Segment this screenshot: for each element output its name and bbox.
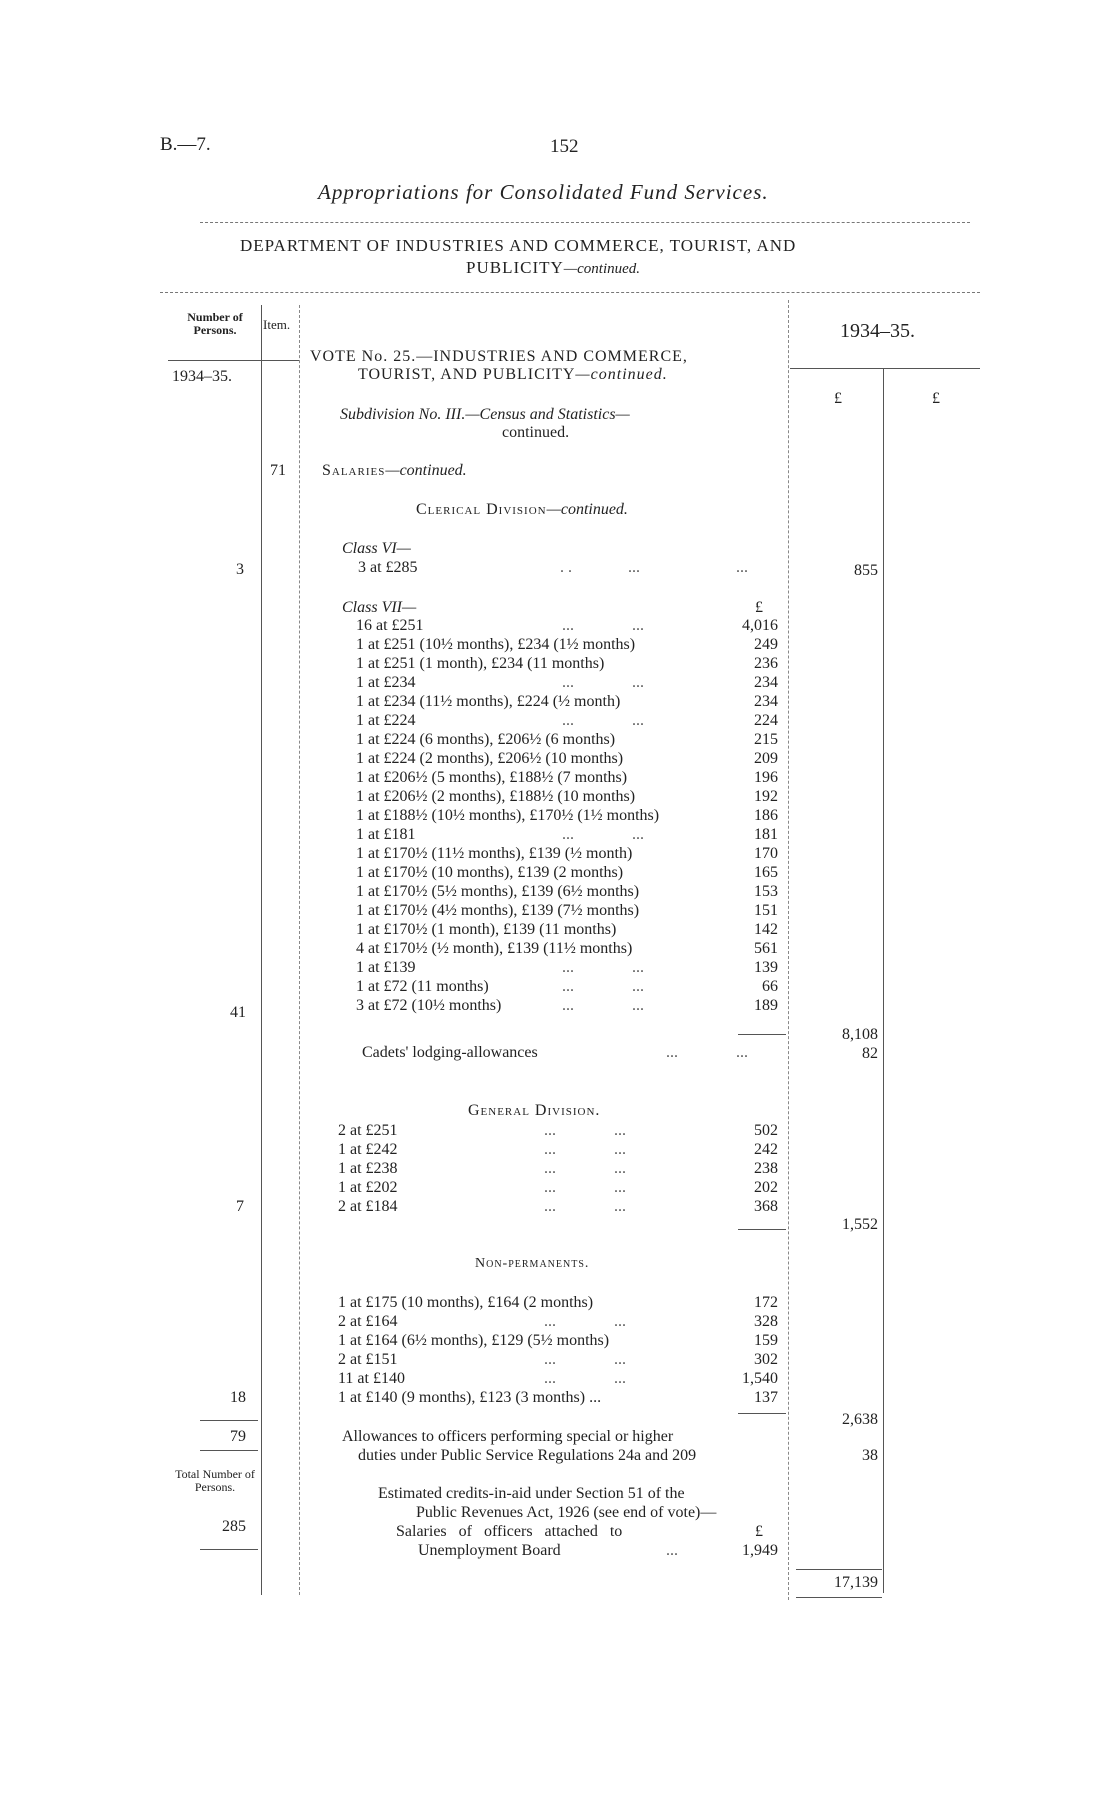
table-row <box>338 1141 778 1160</box>
amount-year-header: 1934–35. <box>840 320 915 342</box>
table-row <box>356 636 778 655</box>
row-label: 1 at £238 <box>338 1160 398 1177</box>
item-column-right-rule <box>299 305 300 1595</box>
table-row <box>356 655 778 674</box>
item-header-rule <box>261 360 299 361</box>
row-amount: 242 <box>754 1141 778 1158</box>
row-amount: 215 <box>754 731 778 748</box>
allowances-amount: 38 <box>862 1447 878 1464</box>
credits-pound-sign: £ <box>755 1523 763 1540</box>
row-leader: ... <box>614 1198 626 1215</box>
row-leader: ... <box>614 1351 626 1368</box>
row-label: 1 at £175 (10 months), £164 (2 months) <box>338 1294 594 1311</box>
item-number: 71 <box>270 462 286 479</box>
row-leader: ... <box>544 1313 556 1330</box>
cadets-leader: ... <box>736 1044 748 1061</box>
class-vii-total: 8,108 <box>842 1026 878 1043</box>
general-division-total: 1,552 <box>842 1216 878 1233</box>
row-leader: ... <box>632 674 644 691</box>
table-row <box>356 826 778 845</box>
row-label: 1 at £206½ (2 months), £188½ (10 months) <box>356 788 636 805</box>
table-row <box>356 693 778 712</box>
row-label: 1 at £140 (9 months), £123 (3 months) ... <box>338 1389 602 1406</box>
row-label: 1 at £170½ (10 months), £139 (2 months) <box>356 864 624 881</box>
class-vii-persons: 41 <box>230 1004 246 1021</box>
table-row <box>338 1160 778 1179</box>
class-vi-leader: ... <box>736 559 748 576</box>
class-vii-label: Class VII— <box>342 599 417 616</box>
subdivision-continued: continued. <box>502 424 570 441</box>
row-amount: 4,016 <box>742 617 778 634</box>
table-row <box>356 959 778 978</box>
row-amount: 249 <box>754 636 778 653</box>
row-leader: ... <box>562 959 574 976</box>
table-row <box>356 712 778 731</box>
department-heading-line1: DEPARTMENT OF INDUSTRIES AND COMMERCE, TOURIST, AND <box>240 236 797 255</box>
table-row <box>356 674 778 693</box>
document-ref: B.—7. <box>160 134 211 155</box>
class-vi-leader: . . <box>560 559 572 576</box>
persons-subtotal-rule <box>200 1420 258 1421</box>
allowances-line2: duties under Public Service Regulations 24a and 209 <box>358 1447 697 1464</box>
table-row <box>356 997 778 1016</box>
title-rule <box>200 222 970 223</box>
row-amount: 165 <box>754 864 778 881</box>
persons-end-rule <box>200 1549 258 1550</box>
item-header: Item. <box>263 317 291 332</box>
cadets-leader: ... <box>666 1044 678 1061</box>
table-row <box>338 1351 778 1370</box>
row-leader: ... <box>544 1179 556 1196</box>
row-amount: 159 <box>754 1332 778 1349</box>
allowances-line1: Allowances to officers performing special or higher <box>342 1428 674 1445</box>
row-leader: ... <box>632 997 644 1014</box>
table-row <box>356 940 778 959</box>
row-leader: ... <box>544 1370 556 1387</box>
row-amount: 224 <box>754 712 778 729</box>
total-number-of-persons: 285 <box>222 1518 246 1535</box>
department-heading-line2: PUBLICITY—continued. <box>466 258 641 277</box>
table-row <box>356 845 778 864</box>
cadets-allowance-amount: 82 <box>862 1045 878 1062</box>
row-label: 2 at £184 <box>338 1198 398 1215</box>
row-amount: 502 <box>754 1122 778 1139</box>
row-amount: 302 <box>754 1351 778 1368</box>
grand-total-bottom-rule <box>796 1597 882 1598</box>
row-leader: ... <box>632 712 644 729</box>
clerical-division-heading: Clerical Division—continued. <box>416 501 628 518</box>
table-row <box>338 1389 778 1408</box>
credits-line2: Public Revenues Act, 1926 (see end of vote)— <box>416 1504 717 1521</box>
row-leader: ... <box>562 712 574 729</box>
row-amount: 202 <box>754 1179 778 1196</box>
non-permanents-subtotal-rule <box>738 1413 786 1414</box>
table-row <box>356 617 778 636</box>
page-title: Appropriations for Consolidated Fund Services. <box>318 180 769 204</box>
row-amount: 153 <box>754 883 778 900</box>
table-row <box>356 883 778 902</box>
row-leader: ... <box>562 674 574 691</box>
row-amount: 142 <box>754 921 778 938</box>
grand-total-top-rule <box>796 1569 882 1570</box>
row-leader: ... <box>614 1160 626 1177</box>
row-leader: ... <box>632 978 644 995</box>
row-label: 11 at £140 <box>338 1370 405 1387</box>
grand-total: 17,139 <box>834 1574 878 1591</box>
row-leader: ... <box>614 1122 626 1139</box>
row-leader: ... <box>562 617 574 634</box>
row-label: 1 at £251 (10½ months), £234 (1½ months) <box>356 636 636 653</box>
row-leader: ... <box>562 978 574 995</box>
class-vii-pound-sign: £ <box>755 599 763 616</box>
row-leader: ... <box>614 1141 626 1158</box>
row-leader: ... <box>544 1198 556 1215</box>
table-row <box>356 864 778 883</box>
row-amount: 170 <box>754 845 778 862</box>
allowances-persons: 79 <box>230 1428 246 1445</box>
row-label: 1 at £170½ (5½ months), £139 (6½ months) <box>356 883 640 900</box>
number-of-persons-header: Number of Persons. <box>187 310 243 337</box>
table-row <box>356 788 778 807</box>
row-amount: 139 <box>754 959 778 976</box>
row-amount: 561 <box>754 940 778 957</box>
row-label: 1 at £242 <box>338 1141 398 1158</box>
table-row <box>338 1122 778 1141</box>
class-vi-label: Class VI— <box>342 540 411 557</box>
row-amount: 1,540 <box>742 1370 778 1387</box>
general-division-heading: General Division. <box>468 1102 601 1119</box>
general-division-persons: 7 <box>236 1198 244 1215</box>
row-amount: 234 <box>754 674 778 691</box>
table-row <box>338 1313 778 1332</box>
row-leader: ... <box>544 1351 556 1368</box>
non-permanents-persons: 18 <box>230 1389 246 1406</box>
row-label: 1 at £188½ (10½ months), £170½ (1½ months) <box>356 807 660 824</box>
class-vi-amount: 855 <box>854 562 878 579</box>
row-label: 1 at £170½ (11½ months), £139 (½ month) <box>356 845 633 862</box>
row-amount: 181 <box>754 826 778 843</box>
general-subtotal-rule <box>738 1229 786 1230</box>
item-column-left-rule <box>261 305 262 1595</box>
vote-heading-line1: VOTE No. 25.—INDUSTRIES AND COMMERCE, <box>310 348 688 365</box>
row-leader: ... <box>544 1122 556 1139</box>
row-label: 1 at £170½ (4½ months), £139 (7½ months) <box>356 902 640 919</box>
table-row <box>338 1370 778 1389</box>
row-amount: 189 <box>754 997 778 1014</box>
row-amount: 368 <box>754 1198 778 1215</box>
row-leader: ... <box>614 1179 626 1196</box>
row-label: 1 at £224 (2 months), £206½ (10 months) <box>356 750 624 767</box>
table-row <box>338 1332 778 1351</box>
credits-line3: Salaries of officers attached to <box>396 1523 623 1540</box>
row-label: 1 at £181 <box>356 826 416 843</box>
row-amount: 328 <box>754 1313 778 1330</box>
row-label: 1 at £251 (1 month), £234 (11 months) <box>356 655 605 672</box>
cadets-allowance-label: Cadets' lodging-allowances <box>362 1044 538 1061</box>
row-amount: 236 <box>754 655 778 672</box>
row-label: 1 at £224 (6 months), £206½ (6 months) <box>356 731 616 748</box>
subdivision-heading: Subdivision No. III.—Census and Statistics— <box>340 406 630 423</box>
row-leader: ... <box>614 1370 626 1387</box>
row-leader: ... <box>632 617 644 634</box>
amount-column-divider <box>883 368 884 1593</box>
class-vi-leader: ... <box>628 559 640 576</box>
row-label: 1 at £234 (11½ months), £224 (½ month) <box>356 693 621 710</box>
credits-leader: ... <box>666 1542 678 1559</box>
salaries-heading: Salaries—continued. <box>322 462 467 479</box>
credits-amount: 1,949 <box>742 1542 778 1559</box>
table-row <box>356 769 778 788</box>
row-amount: 137 <box>754 1389 778 1406</box>
row-label: 1 at £72 (11 months) <box>356 978 489 995</box>
credits-line1: Estimated credits-in-aid under Section 51 of the <box>378 1485 685 1502</box>
row-amount: 234 <box>754 693 778 710</box>
row-amount: 66 <box>762 978 778 995</box>
row-amount: 196 <box>754 769 778 786</box>
row-leader: ... <box>614 1313 626 1330</box>
table-row <box>356 807 778 826</box>
table-row <box>356 921 778 940</box>
row-label: 1 at £170½ (1 month), £139 (11 months) <box>356 921 617 938</box>
row-label: 2 at £251 <box>338 1122 398 1139</box>
row-label: 16 at £251 <box>356 617 424 634</box>
persons-total-rule <box>200 1450 258 1451</box>
row-label: 1 at £139 <box>356 959 416 976</box>
class-vii-subtotal-rule <box>738 1034 786 1035</box>
table-row <box>356 750 778 769</box>
total-number-of-persons-label: Total Number of Persons. <box>175 1467 255 1494</box>
pound-column-1: £ <box>834 390 842 407</box>
row-amount: 172 <box>754 1294 778 1311</box>
row-amount: 209 <box>754 750 778 767</box>
amount-column-left-rule <box>788 300 789 1600</box>
table-row <box>356 978 778 997</box>
row-label: 1 at £164 (6½ months), £129 (5½ months) <box>338 1332 610 1349</box>
table-row <box>356 902 778 921</box>
row-amount: 151 <box>754 902 778 919</box>
row-label: 2 at £151 <box>338 1351 398 1368</box>
row-leader: ... <box>562 997 574 1014</box>
non-permanents-heading: Non-permanents. <box>475 1256 590 1271</box>
row-label: 1 at £206½ (5 months), £188½ (7 months) <box>356 769 628 786</box>
row-label: 1 at £234 <box>356 674 416 691</box>
row-label: 1 at £202 <box>338 1179 398 1196</box>
non-permanents-total: 2,638 <box>842 1411 878 1428</box>
row-leader: ... <box>562 826 574 843</box>
row-leader: ... <box>544 1141 556 1158</box>
persons-header-rule <box>168 360 261 361</box>
row-leader: ... <box>544 1160 556 1177</box>
class-vi-persons: 3 <box>236 561 244 578</box>
header-rule <box>160 292 980 293</box>
row-label: 4 at £170½ (½ month), £139 (11½ months) <box>356 940 633 957</box>
credits-line4: Unemployment Board <box>418 1542 561 1559</box>
row-leader: ... <box>632 959 644 976</box>
year-header-rule <box>790 368 980 369</box>
table-row <box>338 1198 778 1217</box>
page-number: 152 <box>550 136 579 157</box>
row-label: 3 at £72 (10½ months) <box>356 997 502 1014</box>
vote-heading-line2: TOURIST, AND PUBLICITY—continued. <box>358 366 668 383</box>
row-amount: 238 <box>754 1160 778 1177</box>
row-amount: 186 <box>754 807 778 824</box>
row-label: 1 at £224 <box>356 712 416 729</box>
row-amount: 192 <box>754 788 778 805</box>
class-vi-line: 3 at £285 <box>358 559 418 576</box>
pound-column-2: £ <box>932 390 940 407</box>
table-row <box>356 731 778 750</box>
persons-year-header: 1934–35. <box>172 368 232 385</box>
row-label: 2 at £164 <box>338 1313 398 1330</box>
table-row <box>338 1179 778 1198</box>
table-row <box>338 1294 778 1313</box>
row-leader: ... <box>632 826 644 843</box>
